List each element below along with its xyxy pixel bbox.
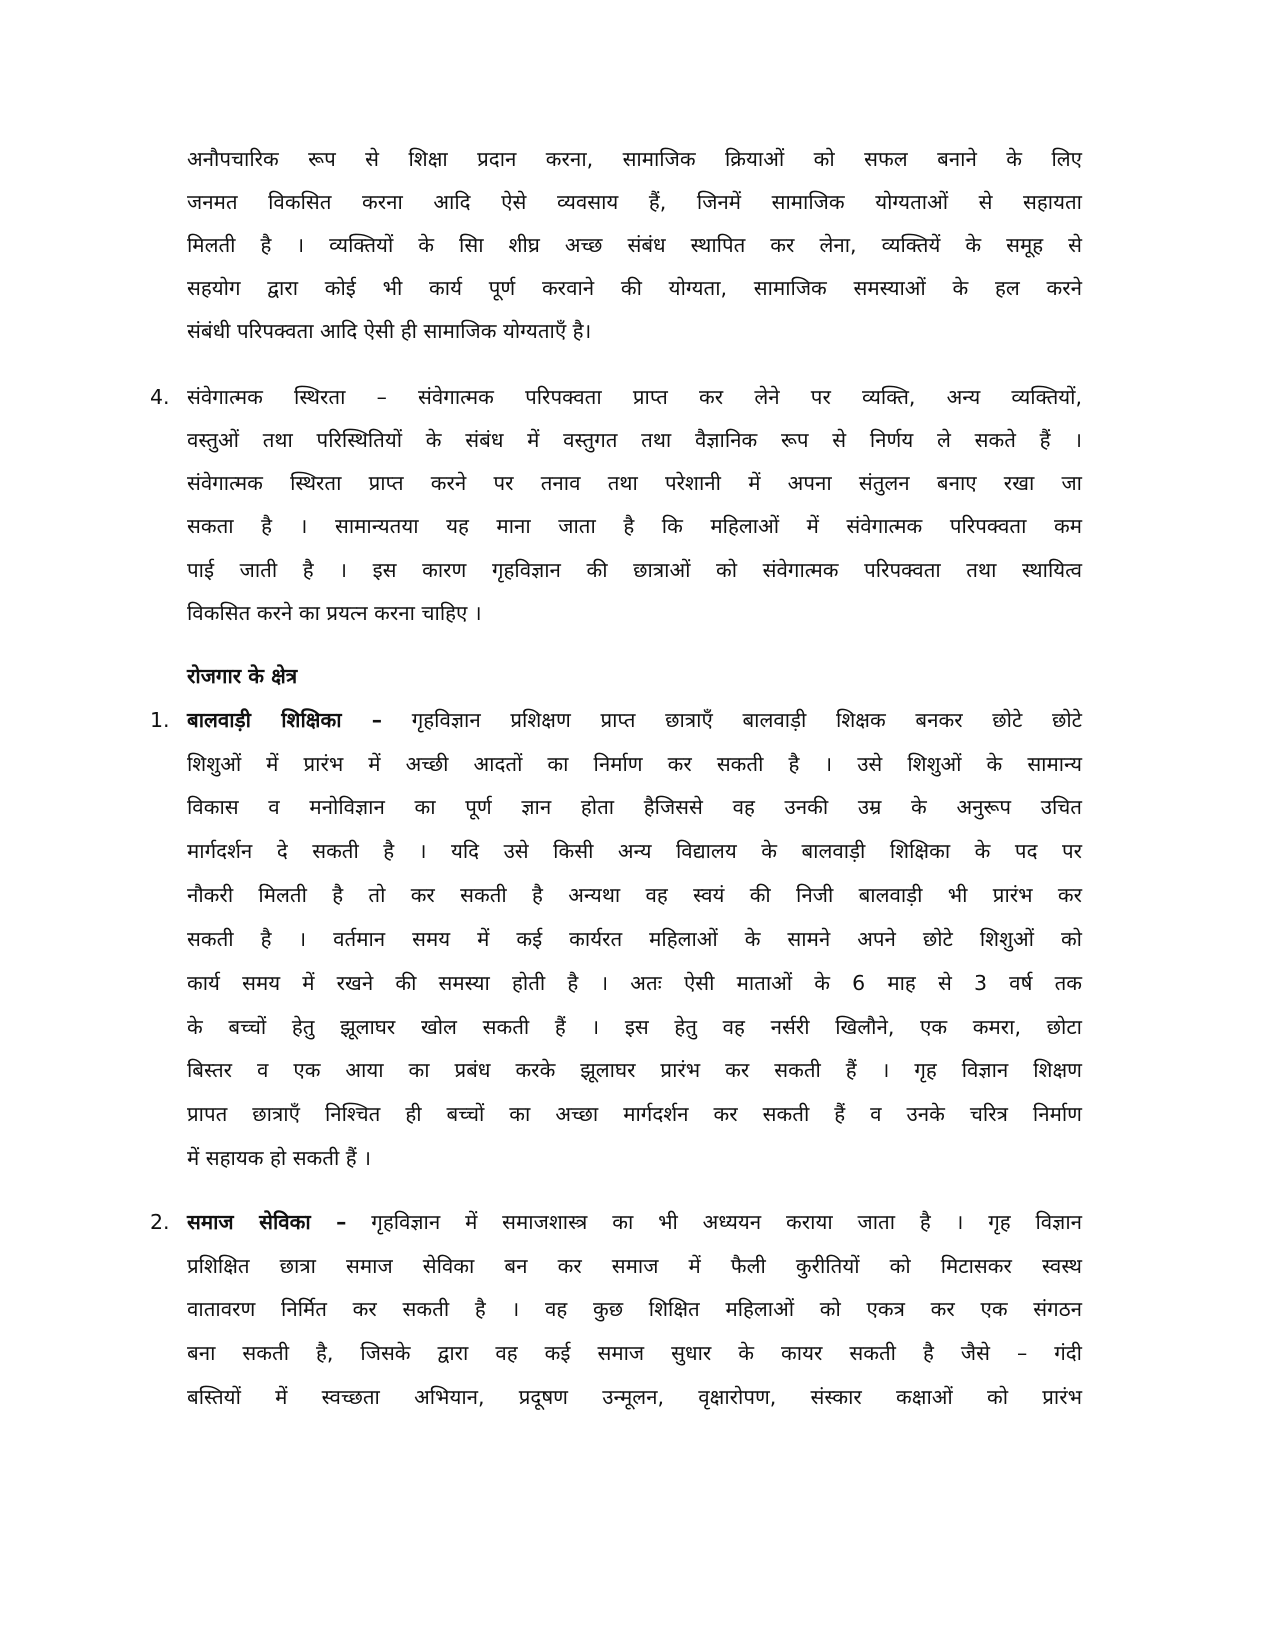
- point-4-line-2: वस्तुओं तथा परिस्थितियों के संबंध में वस्तुगत तथा वैज्ञानिक रूप से निर्णय ले सकते हैं ।: [187, 428, 1082, 452]
- point-4-line-3: संवेगात्मक स्थिरता प्राप्त करने पर तनाव तथा परेशानी में अपना संतुलन बनाए रखा जा: [187, 471, 1082, 495]
- item-1-line-4: मार्गदर्शन दे सकती है । यदि उसे किसी अन्य विद्यालय के बालवाड़ी शिक्षिका के पद पर: [187, 839, 1082, 863]
- item-2-number: 2.: [150, 1210, 170, 1234]
- point-4-number: 4.: [150, 385, 170, 409]
- point-4-line-1: संवेगात्मक स्थिरता – संवेगात्मक परिपक्वता प्राप्त कर लेने पर व्यक्ति, अन्य व्यक्तियों,: [187, 385, 1082, 409]
- item-1-term: बालवाड़ी शिक्षिका –: [187, 708, 383, 732]
- item-2-line-1: [187, 1207, 1082, 1237]
- item-2-line-5: बस्तियों में स्वच्छता अभियान, प्रदूषण उन्मूलन, वृक्षारोपण, संस्कार कक्षाओं को प्रारंभ: [187, 1385, 1082, 1409]
- item-1-line-2: शिशुओं में प्रारंभ में अच्छी आदतों का निर्माण कर सकती है । उसे शिशुओं के सामान्य: [187, 752, 1082, 776]
- item-2-line-2: प्रशिक्षित छात्रा समाज सेविका बन कर समाज में फैली कुरीतियों को मिटासकर स्वस्थ: [187, 1254, 1082, 1278]
- intro-line-2: जनमत विकसित करना आदि ऐसे व्यवसाय हैं, जिनमें सामाजिक योग्यताओं से सहायता: [187, 190, 1082, 214]
- section-heading: रोजगार के क्षेत्र: [187, 664, 298, 688]
- item-1-line-3: विकास व मनोविज्ञान का पूर्ण ज्ञान होता हैजिससे वह उनकी उम्र के अनुरूप उचित: [187, 795, 1082, 819]
- item-1-line-9: बिस्तर व एक आया का प्रबंध करके झूलाघर प्रारंभ कर सकती हैं । गृह विज्ञान शिक्षण: [187, 1058, 1082, 1082]
- intro-line-3: मिलती है । व्यक्तियों के साि शीघ्र अच्छ संबंध स्थापित कर लेना, व्यक्तियें के समूह से: [187, 233, 1082, 257]
- item-2-first-line-rest: गृहविज्ञान में समाजशास्त्र का भी अध्ययन कराया जाता है । गृह विज्ञान: [346, 1210, 1082, 1234]
- point-4-line-5: पाई जाती है । इस कारण गृहविज्ञान की छात्राओं को संवेगात्मक परिपक्वता तथा स्थायित्व: [187, 558, 1082, 582]
- item-1-line-10: प्रापत छात्राएँ निश्चित ही बच्चों का अच्छा मार्गदर्शन कर सकती हैं व उनके चरित्र निर्माण: [187, 1102, 1082, 1126]
- item-1-line-6: सकती है । वर्तमान समय में कई कार्यरत महिलाओं के सामने अपने छोटे शिशुओं को: [187, 927, 1082, 951]
- point-4-line-4: सकता है । सामान्यतया यह माना जाता है कि महिलाओं में संवेगात्मक परिपक्वता कम: [187, 514, 1082, 538]
- intro-line-1: अनौपचारिक रूप से शिक्षा प्रदान करना, सामाजिक क्रियाओं को सफल बनाने के लिए: [187, 147, 1082, 171]
- item-1-line-5: नौकरी मिलती है तो कर सकती है अन्यथा वह स्वयं की निजी बालवाड़ी भी प्रारंभ कर: [187, 883, 1082, 907]
- item-2-line-3: वातावरण निर्मित कर सकती है । वह कुछ शिक्षित महिलाओं को एकत्र कर एक संगठन: [187, 1297, 1082, 1321]
- item-2-term: समाज सेविका –: [187, 1210, 347, 1234]
- item-1-number: 1.: [150, 708, 170, 732]
- item-1-line-11: में सहायक हो सकती हैं ।: [187, 1146, 371, 1170]
- item-2-line-4: बना सकती है, जिसके द्वारा वह कई समाज सुधार के कायर सकती है जैसे – गंदी: [187, 1341, 1082, 1365]
- intro-line-4: सहयोग द्वारा कोई भी कार्य पूर्ण करवाने की योग्यता, सामाजिक समस्याओं के हल करने: [187, 276, 1082, 300]
- point-4-line-6: विकसित करने का प्रयत्न करना चाहिए ।: [187, 601, 482, 625]
- item-1-line-7: कार्य समय में रखने की समस्या होती है । अतः ऐसी माताओं के 6 माह से 3 वर्ष तक: [187, 971, 1082, 995]
- item-1-first-line-rest: गृहविज्ञान प्रशिक्षण प्राप्त छात्राएँ बालवाड़ी शिक्षक बनकर छोटे छोटे: [382, 708, 1083, 732]
- item-1-line-1: [187, 705, 1082, 735]
- item-1-line-8: के बच्चों हेतु झूलाघर खोल सकती हैं । इस हेतु वह नर्सरी खिलौने, एक कमरा, छोटा: [187, 1015, 1082, 1039]
- intro-line-5: संबंधी परिपक्वता आदि ऐसी ही सामाजिक योग्यताएँ है।: [187, 319, 592, 343]
